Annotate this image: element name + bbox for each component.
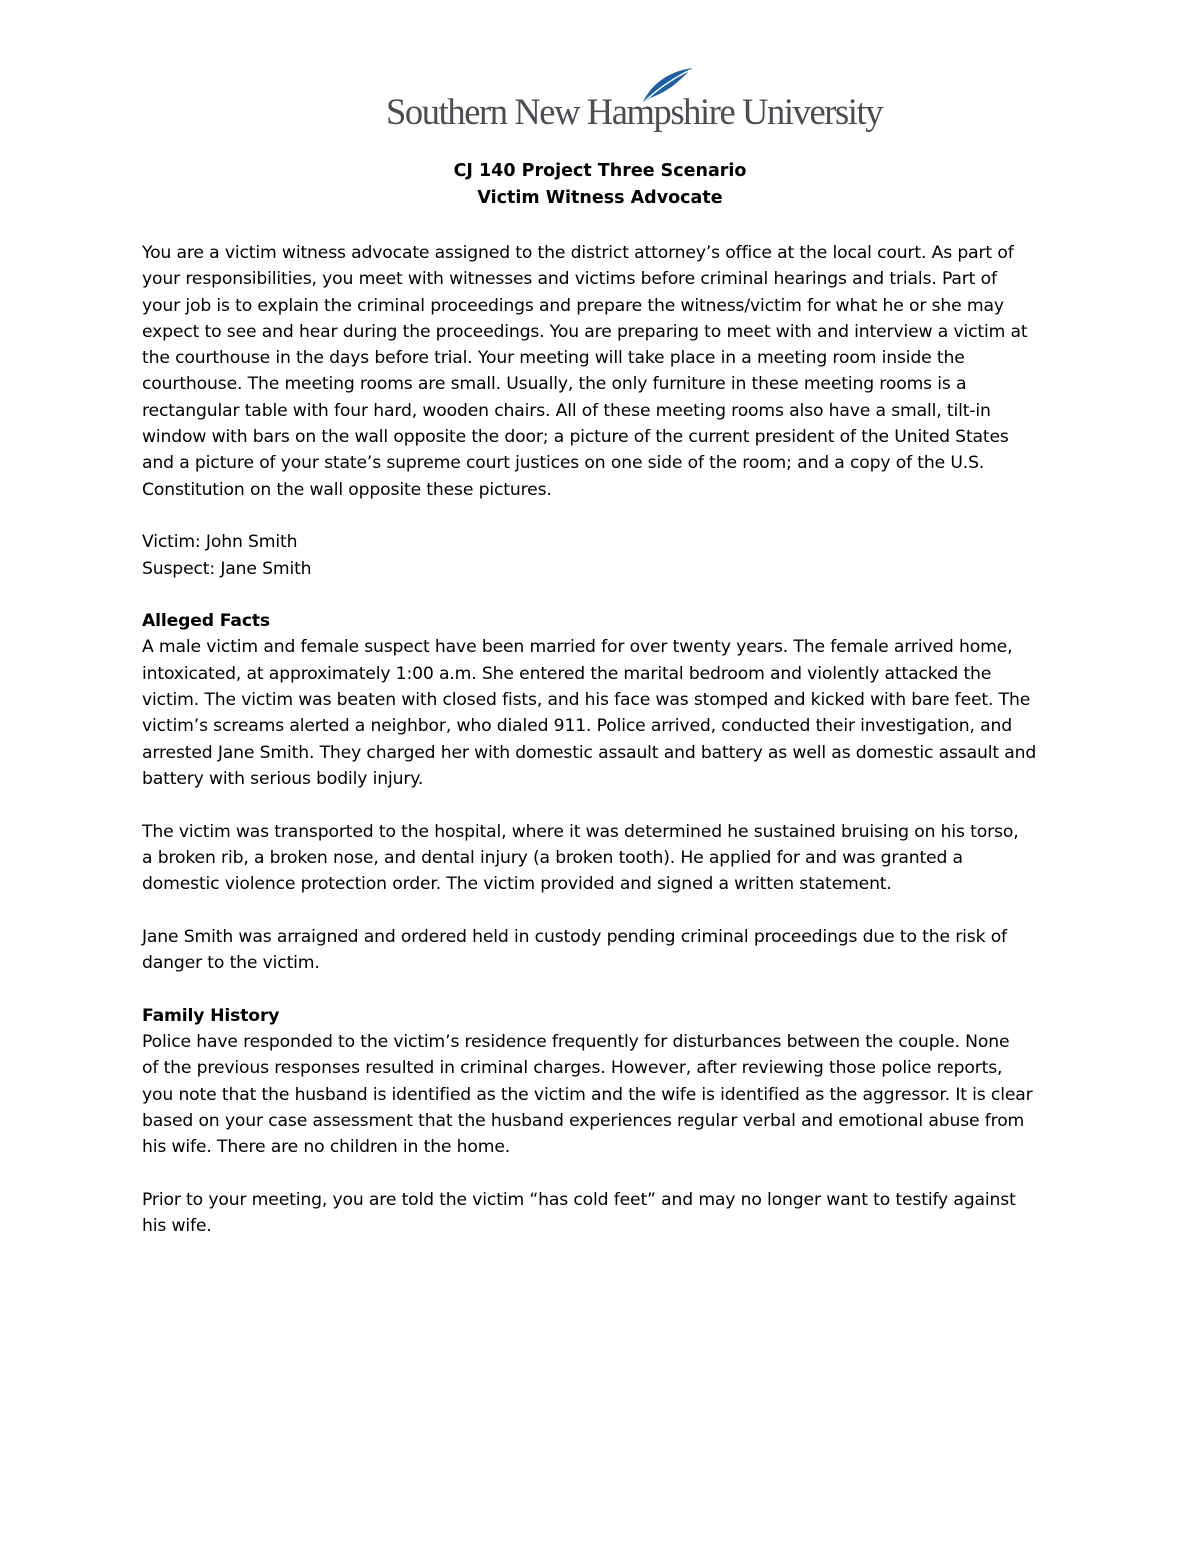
facts-line: The victim was transported to the hospital, where it was determined he sustained bruising on his torso, xyxy=(142,821,1019,842)
suspect-name: Suspect: Jane Smith xyxy=(142,558,312,579)
facts-line: battery with serious bodily injury. xyxy=(142,768,424,789)
university-name: Southern New Hampshire University xyxy=(386,91,883,132)
history-line: his wife. xyxy=(142,1215,212,1236)
alleged-facts-paragraph-1 xyxy=(142,608,1062,792)
history-line: Police have responded to the victim’s residence frequently for disturbances between the couple. None xyxy=(142,1031,1010,1052)
title-line-1: CJ 140 Project Three Scenario xyxy=(453,161,747,181)
facts-line: A male victim and female suspect have been married for over twenty years. The female arrived home, xyxy=(142,637,1013,658)
facts-line: victim. The victim was beaten with closed fists, and his face was stomped and kicked with bare feet. The xyxy=(142,690,1031,711)
intro-line: your job is to explain the criminal proceedings and prepare the witness/victim for what he or she may xyxy=(142,295,1004,316)
alleged-facts-heading: Alleged Facts xyxy=(142,611,271,632)
history-line: of the previous responses resulted in criminal charges. However, after reviewing those police reports, xyxy=(142,1058,1003,1079)
parties-block xyxy=(142,529,1062,582)
facts-line: Jane Smith was arraigned and ordered held in custody pending criminal proceedings due to the risk of xyxy=(142,926,1007,947)
facts-line: victim’s screams alerted a neighbor, who dialed 911. Police arrived, conducted their investigation, and xyxy=(142,716,1012,737)
alleged-facts-paragraph-2 xyxy=(142,819,1062,898)
title-line-2: Victim Witness Advocate xyxy=(477,188,723,208)
family-history-paragraph-2 xyxy=(142,1187,1062,1240)
intro-line: the courthouse in the days before trial. Your meeting will take place in a meeting room inside the xyxy=(142,348,965,369)
intro-line: rectangular table with four hard, wooden chairs. All of these meeting rooms also have a small, tilt-in xyxy=(142,400,991,421)
intro-line: You are a victim witness advocate assigned to the district attorney’s office at the local court. As part of xyxy=(142,243,1014,263)
facts-line: danger to the victim. xyxy=(142,953,320,974)
history-line: based on your case assessment that the husband experiences regular verbal and emotional abuse from xyxy=(142,1110,1025,1131)
facts-line: a broken rib, a broken nose, and dental injury (a broken tooth). He applied for and was granted a xyxy=(142,847,963,868)
history-line: his wife. There are no children in the home. xyxy=(142,1137,511,1158)
facts-line: domestic violence protection order. The victim provided and signed a written statement. xyxy=(142,874,892,895)
facts-line: arrested Jane Smith. They charged her with domestic assault and battery as well as domestic assault and xyxy=(142,742,1037,763)
intro-line: Constitution on the wall opposite these pictures. xyxy=(142,479,552,500)
alleged-facts-paragraph-3 xyxy=(142,924,1062,977)
university-logo xyxy=(386,64,883,142)
intro-line: your responsibilities, you meet with witnesses and victims before criminal hearings and trials. Part of xyxy=(142,269,997,290)
intro-line: window with bars on the wall opposite the door; a picture of the current president of the United States xyxy=(142,427,1009,448)
document-title xyxy=(0,158,1200,212)
history-line: Prior to your meeting, you are told the victim “has cold feet” and may no longer want to testify against xyxy=(142,1189,1016,1210)
victim-name: Victim: John Smith xyxy=(142,532,298,553)
history-line: you note that the husband is identified as the victim and the wife is identified as the aggressor. It is clear xyxy=(142,1084,1033,1105)
family-history-heading: Family History xyxy=(142,1005,280,1026)
intro-paragraph xyxy=(142,240,1062,503)
facts-line: intoxicated, at approximately 1:00 a.m. She entered the marital bedroom and violently attacked the xyxy=(142,663,992,684)
intro-line: and a picture of your state’s supreme court justices on one side of the room; and a copy of the U.S. xyxy=(142,453,985,474)
intro-line: expect to see and hear during the proceedings. You are preparing to meet with and interview a victim at xyxy=(142,321,1028,342)
family-history-paragraph-1 xyxy=(142,1003,1062,1161)
document-body xyxy=(142,240,1062,1266)
intro-line: courthouse. The meeting rooms are small. Usually, the only furniture in these meeting rooms is a xyxy=(142,374,967,395)
